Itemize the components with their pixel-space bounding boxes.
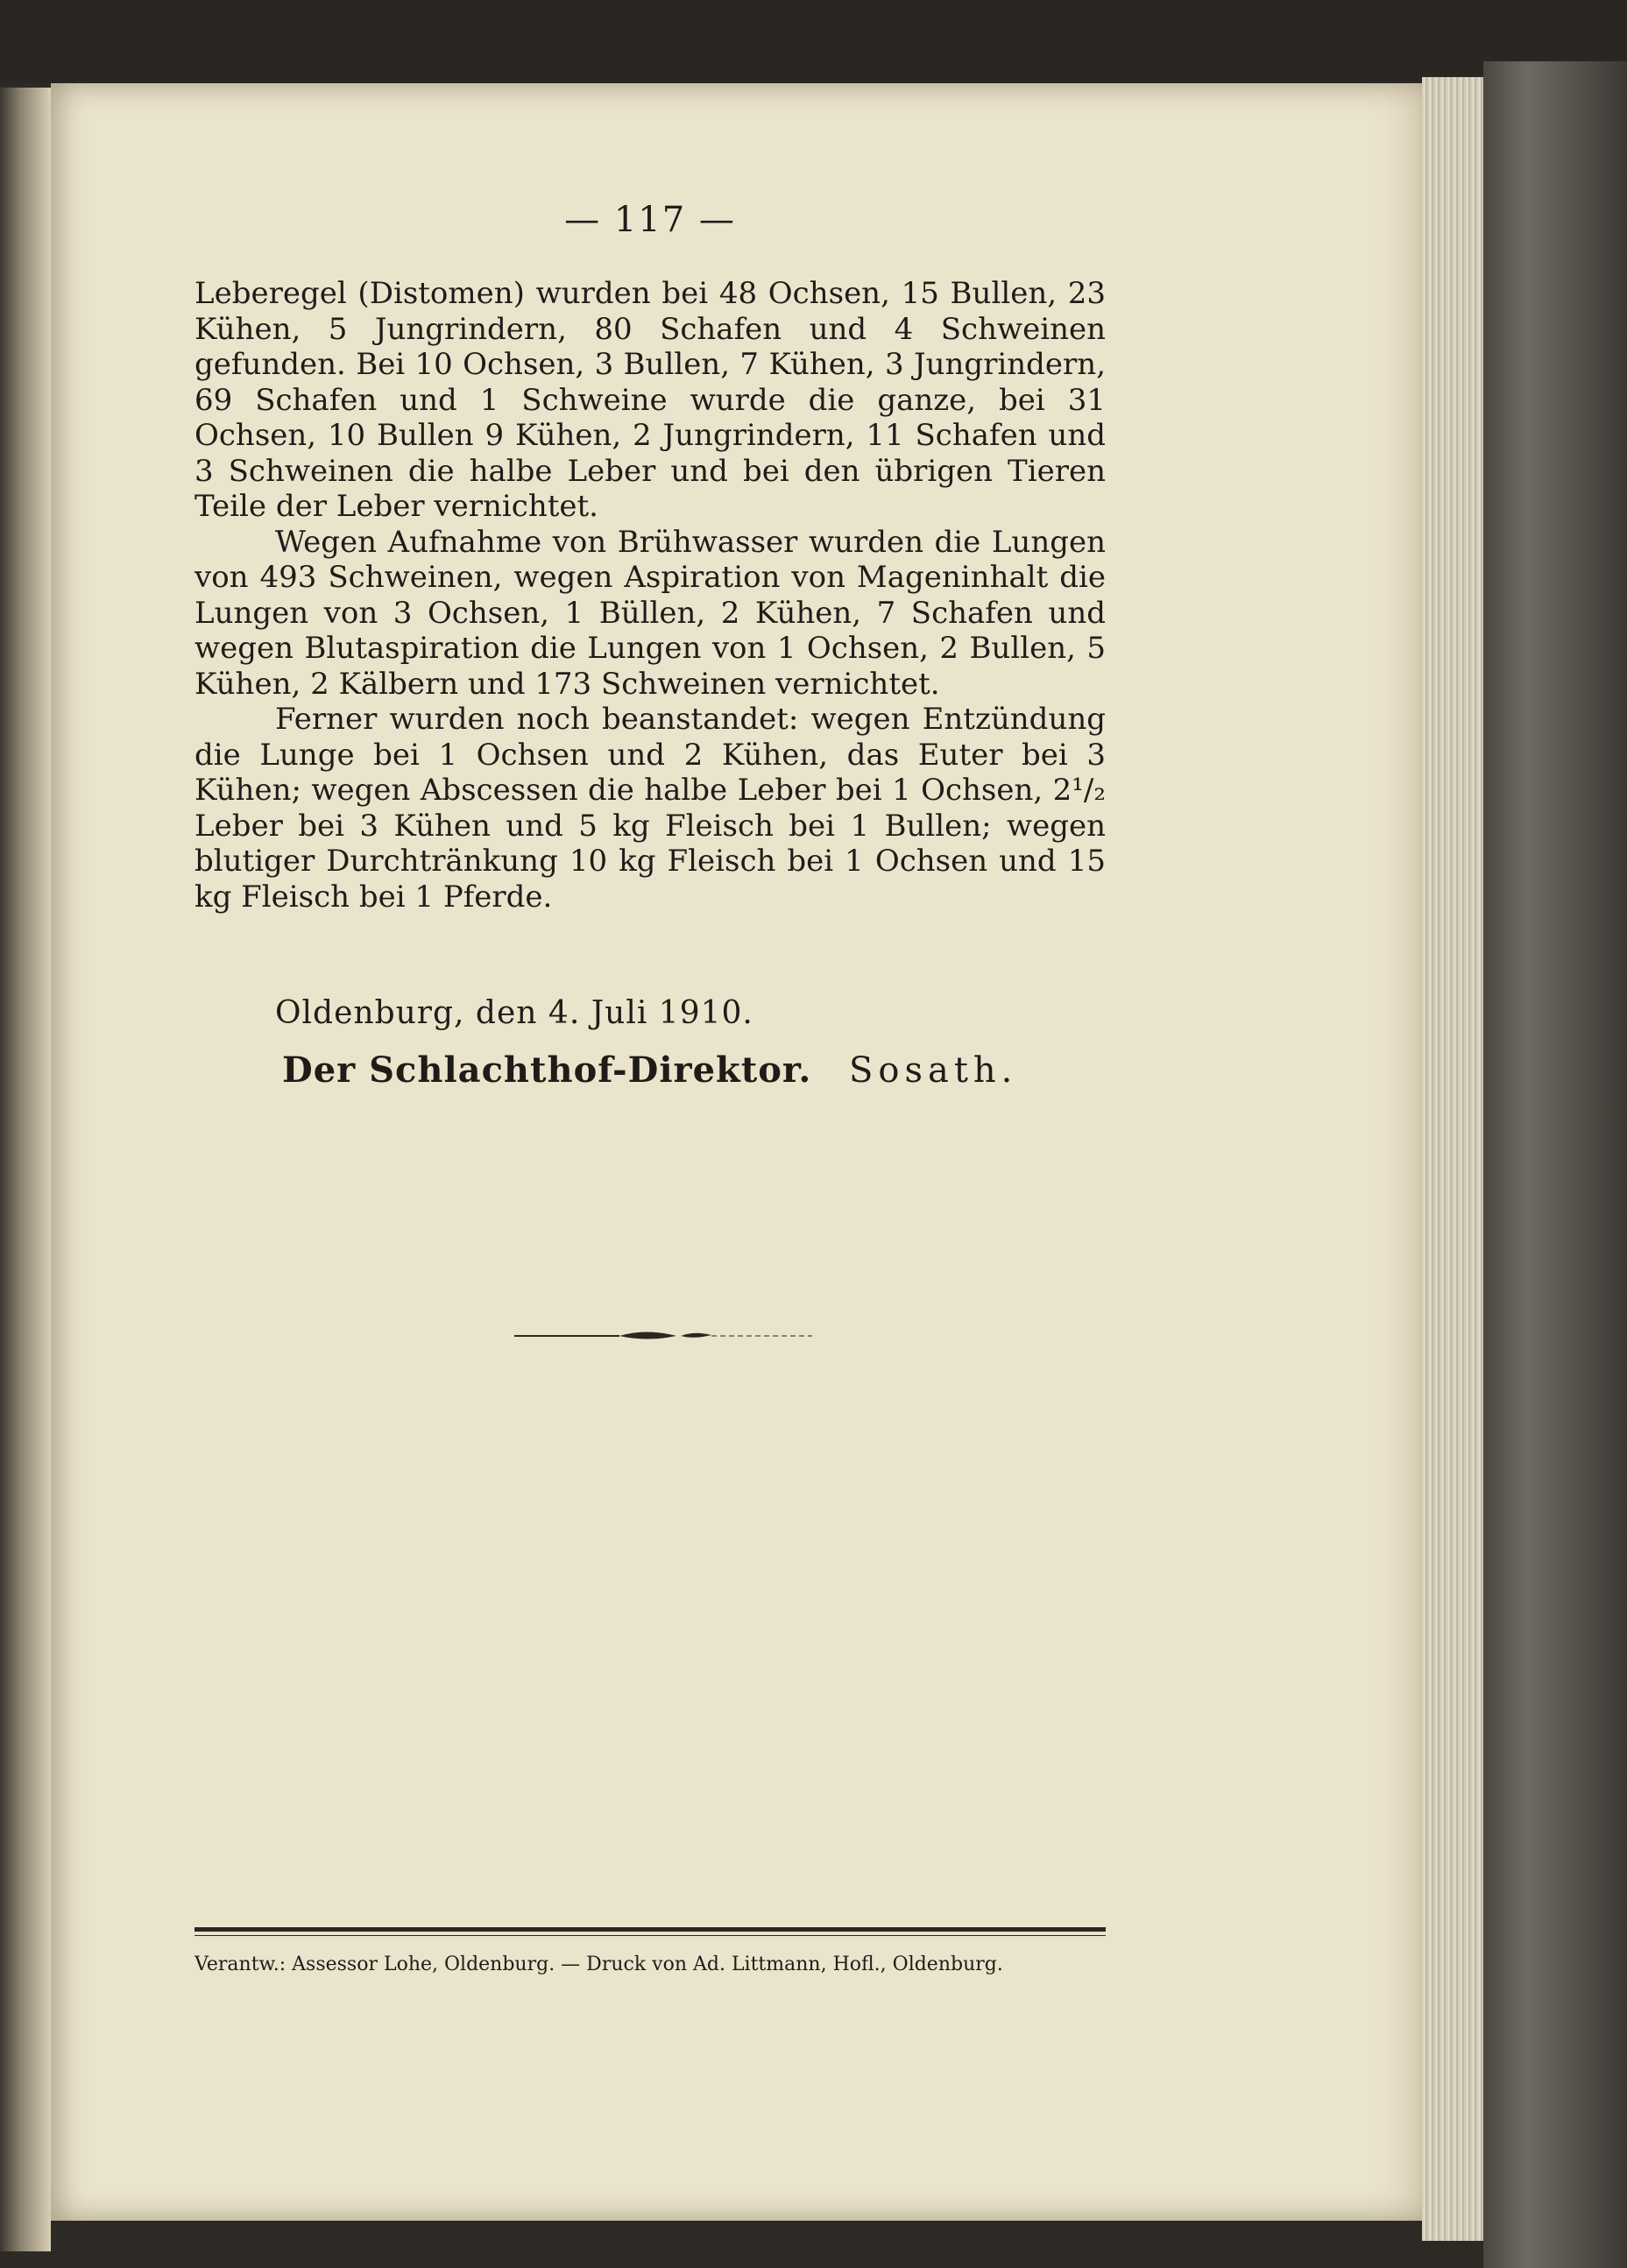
paragraph-3: Ferner wurden noch beanstandet: wegen Entzündung die Lunge bei 1 Ochsen und 2 Kühen, das Euter bei 3 Kühen; wegen Abscessen die halbe Leber bei 1 Ochsen, 2¹/₂ Leber bei 3 Kühen und 5 kg Fleisch bei 1 Bullen; wegen blutiger Durchtränkung 10 kg Fleisch bei 1 Ochsen und 15 kg Fleisch bei 1 Pferde. (195, 702, 1106, 915)
left-page-edge (0, 88, 51, 2251)
paragraph-1: Leberegel (Distomen) wurden bei 48 Ochsen, 15 Bullen, 23 Kühen, 5 Jungrindern, 80 Schafen und 4 Schweinen gefunden. Bei 10 Ochsen, 3 Bullen, 7 Kühen, 3 Jungrindern, 69 Schafen und 1 Schweine wurde die ganze, bei 31 Ochsen, 10 Bullen 9 Kühen, 2 Jungrindern, 11 Schafen und 3 Schweinen die halbe Leber und bei den übrigen Tieren Teile der Leber vernichtet. (195, 276, 1106, 524)
place-date: Oldenburg, den 4. Juli 1910. (275, 995, 753, 1031)
footer-rule-thin (195, 1935, 1106, 1936)
background-top (0, 0, 1627, 83)
ornament-divider-icon (514, 1323, 812, 1349)
page-stack-edge (1422, 77, 1483, 2241)
paragraph-2: Wegen Aufnahme von Brühwasser wurden die Lungen von 493 Schweinen, wegen Aspiration von Mageninhalt die Lungen von 3 Ochsen, 1 Büllen, 2 Kühen, 7 Schafen und wegen Blutaspiration die Lungen von 1 Ochsen, 2 Bullen, 5 Kühen, 2 Kälbern und 173 Schweinen vernichtet. (195, 524, 1106, 702)
page-number: — 117 — (564, 200, 736, 240)
signature-name: Sosath. (848, 1050, 1018, 1091)
signature-line (282, 1049, 1017, 1091)
body-text (195, 276, 1106, 915)
footer-rule-thick (195, 1927, 1106, 1932)
printer-footer: Verantw.: Assessor Lohe, Oldenburg. — Druck von Ad. Littmann, Hofl., Oldenburg. (195, 1954, 1003, 1975)
signature-title: Der Schlachthof-Direktor. (282, 1049, 812, 1091)
book-spine (1483, 61, 1627, 2268)
